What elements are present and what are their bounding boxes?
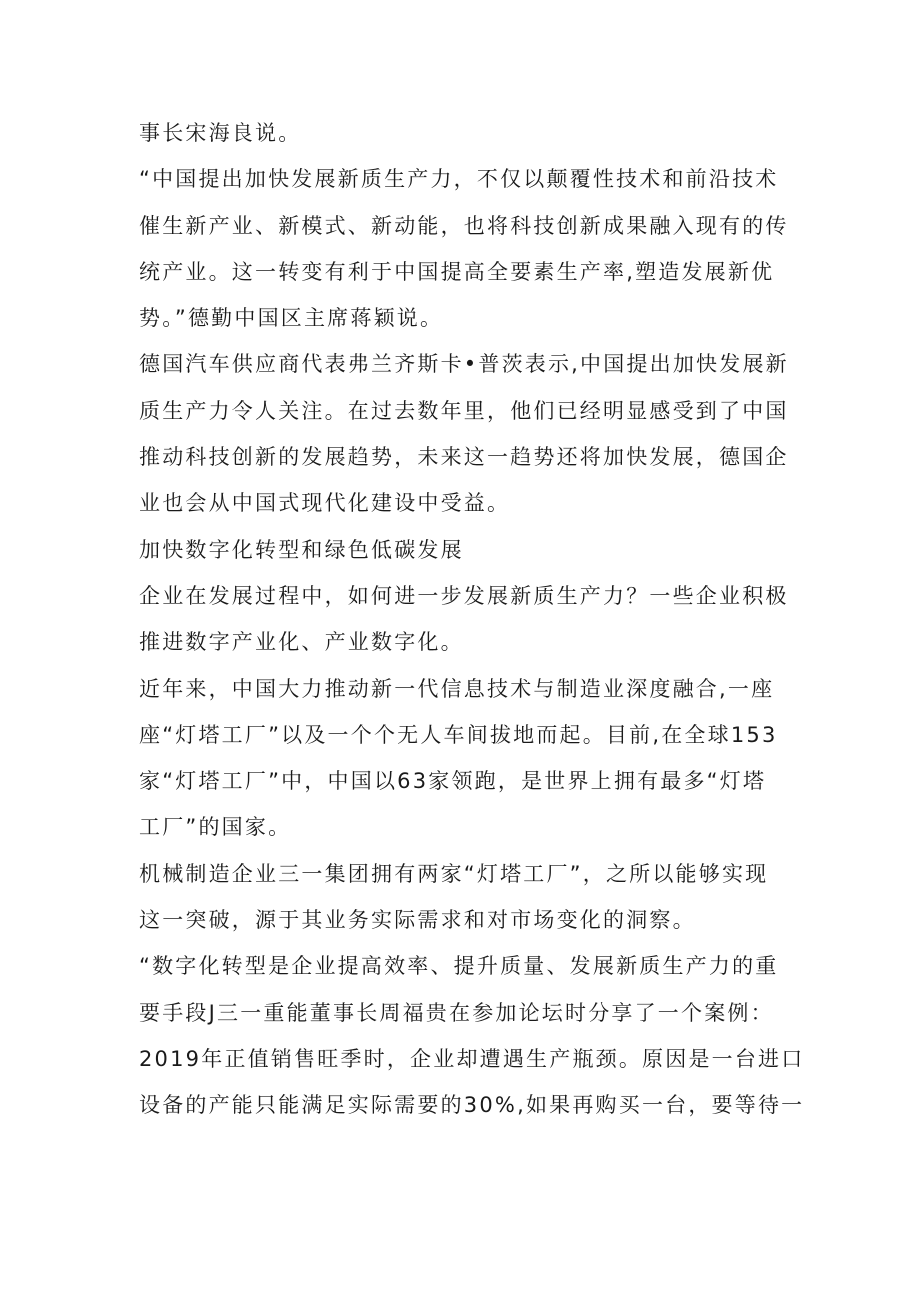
text-line: 推动科技创新的发展趋势，未来这一趋势还将加快发展，德国企 bbox=[139, 445, 789, 470]
article-body bbox=[139, 110, 805, 1129]
text-line: 业也会从中国式现代化建设中受益。 bbox=[139, 491, 511, 516]
text-line: 2019年正值销售旺季时，企业却遭遇生产瓶颈。原因是一台进口 bbox=[139, 1046, 805, 1071]
text-line: “中国提出加快发展新质生产力，不仅以颠覆性技术和前沿技术 bbox=[139, 167, 779, 192]
text-line: 座“灯塔工厂”以及一个个无人车间拔地而起。目前,在全球153 bbox=[139, 722, 778, 747]
text-line: 推进数字产业化、产业数字化。 bbox=[139, 630, 464, 655]
text-line: 工厂”的国家。 bbox=[139, 815, 292, 840]
text-line: 设备的产能只能满足实际需要的30%,如果再购买一台，要等待一 bbox=[139, 1093, 805, 1118]
text-line: 机械制造企业三一集团拥有两家“灯塔工厂”，之所以能够实现 bbox=[139, 861, 769, 886]
text-line: 质生产力令人关注。在过去数年里，他们已经明显感受到了中国 bbox=[139, 398, 789, 423]
text-line: 近年来，中国大力推动新一代信息技术与制造业深度融合,一座 bbox=[139, 676, 775, 701]
text-line: 家“灯塔工厂”中，中国以63家领跑，是世界上拥有最多“灯塔 bbox=[139, 769, 767, 794]
text-line: 德国汽车供应商代表弗兰齐斯卡•普茨表示,中国提出加快发展新 bbox=[139, 352, 789, 377]
text-line: 统产业。这一转变有利于中国提高全要素生产率,塑造发展新优 bbox=[139, 259, 775, 284]
text-line: 事长宋海良说。 bbox=[139, 121, 302, 145]
text-line: 势。”德勤中国区主席蒋颖说。 bbox=[139, 306, 444, 331]
text-line: 企业在发展过程中，如何进一步发展新质生产力？一些企业积极 bbox=[139, 583, 789, 608]
text-line: 这一突破，源于其业务实际需求和对市场变化的洞察。 bbox=[139, 908, 696, 933]
text-line: 催生新产业、新模式、新动能，也将科技创新成果融入现有的传 bbox=[139, 213, 789, 238]
text-line: “数字化转型是企业提高效率、提升质量、发展新质生产力的重 bbox=[139, 954, 779, 979]
text-line: 要手段J三一重能董事长周福贵在参加论坛时分享了一个案例： bbox=[139, 1000, 774, 1025]
section-heading: 加快数字化转型和绿色低碳发展 bbox=[139, 537, 464, 562]
